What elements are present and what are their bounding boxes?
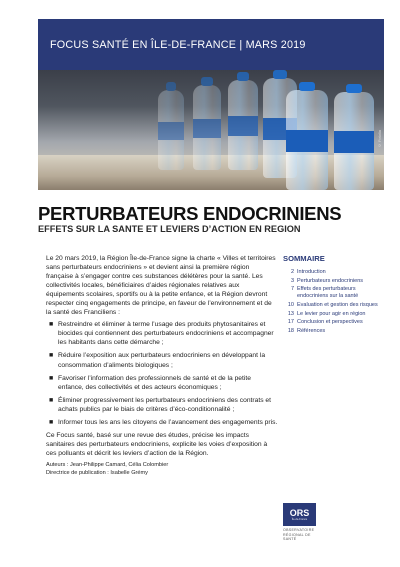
bottle bbox=[286, 90, 328, 190]
main-text bbox=[46, 254, 278, 478]
logo-subtitle: OBSERVATOIRE RÉGIONAL DE SANTÉ bbox=[283, 528, 315, 542]
authors-line: Auteurs : Jean-Philippe Camard, Célia Colombier bbox=[46, 461, 169, 468]
bullet-icon: ■ bbox=[49, 352, 54, 360]
conclusion-paragraph: Ce Focus santé, basé sur une revue des études, précise les impacts sanitaires des perturbateurs endocriniens, explicite les voies d’exposition à ces polluants et décrit les leviers d’action de la Région. bbox=[46, 431, 268, 457]
list-item: ■ Informer tous les ans les citoyens de l’avancement des engagements pris. bbox=[49, 418, 278, 426]
bottle bbox=[334, 92, 374, 190]
toc-item[interactable]: 3 Perturbateurs endocriniens bbox=[290, 277, 364, 284]
toc-item[interactable]: 13 Le levier pour agir en région bbox=[287, 310, 366, 317]
engagements-list bbox=[46, 320, 278, 426]
page-subtitle: EFFETS SUR LA SANTE ET LEVIERS D’ACTION EN REGION bbox=[38, 224, 301, 234]
toc-heading: SOMMAIRE bbox=[283, 254, 325, 263]
bottle bbox=[193, 85, 221, 170]
bullet-icon: ■ bbox=[49, 396, 54, 404]
banner bbox=[38, 19, 384, 70]
banner-title: FOCUS SANTÉ EN ÎLE-DE-FRANCE | MARS 2019 bbox=[50, 38, 306, 51]
bottle bbox=[158, 90, 184, 170]
intro-paragraph: Le 20 mars 2019, la Région Île-de-France signe la charte « Villes et territoires sans perturbateurs endocriniens » et devient ainsi la première région française à s’engager contre ces substances délétères pour la santé. Les collectivités locales, bénéficiaires d’aides régionales relatives aux équipements scolaires, sportifs ou à la petite enfance, et la Région devront respecter cinq engagements de principe, en faveur de l’environnement et de la santé des Franciliens : bbox=[46, 255, 276, 317]
ors-logo bbox=[283, 503, 316, 526]
page-title: PERTURBATEURS ENDOCRINIENS bbox=[38, 203, 342, 224]
bullet-icon: ■ bbox=[49, 418, 54, 426]
toc-item[interactable]: 17 Conclusion et perspectives bbox=[287, 319, 363, 326]
photo-credit: © Fotolia bbox=[377, 130, 382, 149]
cover-photo bbox=[38, 70, 384, 190]
logo-tagline: Île-de-France bbox=[291, 518, 308, 521]
list-item: ■ Restreindre et éliminer à terme l’usage des produits phytosanitaires et biocides qui contiennent des perturbateurs endocriniens et accompagner les habitants dans cette démarche ; bbox=[49, 321, 274, 347]
director-line: Directrice de publication : Isabelle Grémy bbox=[46, 469, 148, 476]
toc-item[interactable]: 18 Références bbox=[287, 327, 326, 334]
bullet-icon: ■ bbox=[49, 321, 54, 329]
toc-item[interactable]: 10 Evaluation et gestion des risques bbox=[287, 301, 378, 308]
list-item: ■ Réduire l’exposition aux perturbateurs endocriniens en développant la consommation d’aliments biologiques ; bbox=[49, 352, 266, 369]
list-item: ■ Favoriser l’information des professionnels de santé et de la petite enfance, des collectivités et des acteurs économiques ; bbox=[49, 374, 251, 391]
toc-item[interactable]: 2 Introduction bbox=[290, 268, 326, 275]
list-item: ■ Éliminer progressivement les perturbateurs endocriniens des contrats et achats publics par le biais de critères d’éco-conditionnalité ; bbox=[49, 396, 271, 413]
bullet-icon: ■ bbox=[49, 374, 54, 382]
logo-name: ORS bbox=[289, 508, 310, 518]
bottle bbox=[228, 80, 258, 170]
table-of-contents bbox=[283, 254, 383, 336]
toc-item[interactable]: 7 Effets des perturbateurs endocriniens sur la santé bbox=[290, 286, 359, 300]
credits bbox=[46, 462, 278, 478]
